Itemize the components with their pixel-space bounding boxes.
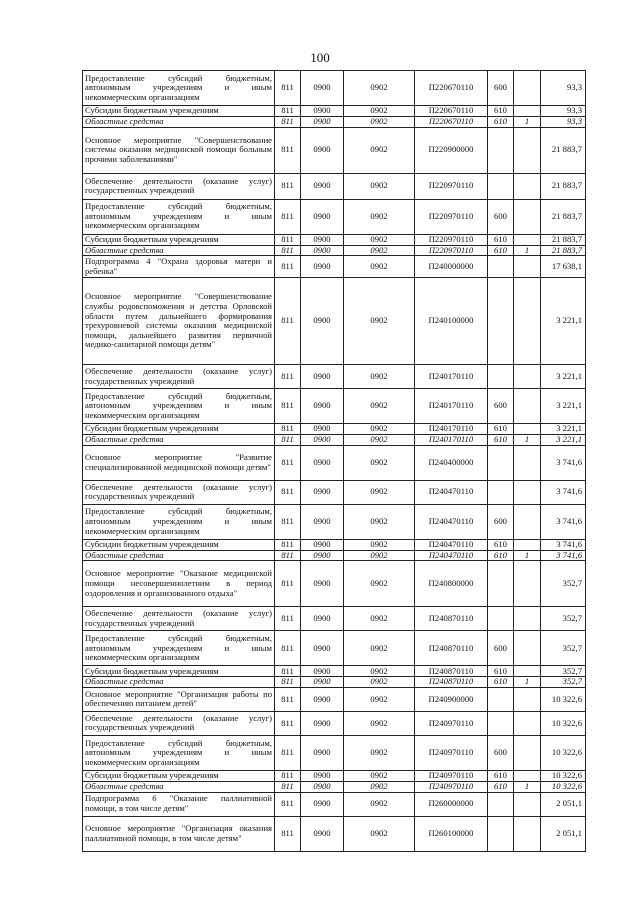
row-description: Основное мероприятие "Развитие специализированной медицинской помощи детям" (83, 445, 275, 480)
subsection-code: 0902 (344, 607, 415, 631)
section-code: 0900 (301, 792, 344, 816)
section-code: 0900 (301, 365, 344, 389)
row-description: Обеспечение деятельности (оказание услуг) государственных учреждений (83, 365, 275, 389)
target-article-code: П240970110 (415, 781, 488, 792)
funding-source-code (514, 631, 541, 666)
row-description: Предоставление субсидий бюджетным, автономным учреждениям и иным некоммерческим организациям (83, 389, 275, 424)
amount-value: 3 741,6 (541, 539, 586, 550)
section-code: 0900 (301, 539, 344, 550)
row-description: Областные средства (83, 677, 275, 688)
target-article-code: П240870110 (415, 607, 488, 631)
ministry-code: 811 (275, 389, 301, 424)
target-article-code: П240470110 (415, 539, 488, 550)
row-description: Подпрограмма 6 "Оказание паллиативной помощи, в том числе детям" (83, 792, 275, 816)
ministry-code: 811 (275, 550, 301, 561)
row-description: Подпрограмма 4 "Охрана здоровья матери и ребенка" (83, 256, 275, 278)
section-code: 0900 (301, 256, 344, 278)
amount-value: 21 883,7 (541, 234, 586, 245)
row-description: Субсидии бюджетным учреждениям (83, 424, 275, 435)
row-description: Обеспечение деятельности (оказание услуг) государственных учреждений (83, 480, 275, 504)
funding-source-code: 1 (514, 117, 541, 128)
funding-source-code: 1 (514, 677, 541, 688)
amount-value: 3 741,6 (541, 550, 586, 561)
expense-type-code (488, 561, 514, 607)
amount-value: 3 221,1 (541, 389, 586, 424)
table-row (83, 71, 586, 106)
expense-type-code (488, 173, 514, 199)
funding-source-code (514, 278, 541, 365)
subsection-code: 0902 (344, 677, 415, 688)
amount-value: 352,7 (541, 666, 586, 677)
section-code: 0900 (301, 631, 344, 666)
target-article-code: П240470110 (415, 480, 488, 504)
subsection-code: 0902 (344, 199, 415, 234)
ministry-code: 811 (275, 365, 301, 389)
target-article-code: П220670110 (415, 117, 488, 128)
subsection-code: 0902 (344, 666, 415, 677)
expense-type-code: 600 (488, 735, 514, 770)
row-description: Областные средства (83, 550, 275, 561)
target-article-code: П240470110 (415, 504, 488, 539)
ministry-code: 811 (275, 245, 301, 256)
expense-type-code (488, 127, 514, 173)
funding-source-code (514, 256, 541, 278)
funding-source-code (514, 389, 541, 424)
expense-type-code: 610 (488, 550, 514, 561)
section-code: 0900 (301, 550, 344, 561)
amount-value: 10 322,6 (541, 711, 586, 735)
row-description: Субсидии бюджетным учреждениям (83, 666, 275, 677)
row-description: Основное мероприятие "Совершенствование службы родовспоможения и детства Орловской области путем дальнейшего формирования трехуровневой системы оказания медицинской помощи, дальнейшего развития первичной медико-санитарной помощи детям" (83, 278, 275, 365)
target-article-code: П240870110 (415, 631, 488, 666)
funding-source-code (514, 687, 541, 711)
expense-type-code (488, 607, 514, 631)
amount-value: 2 051,1 (541, 816, 586, 851)
amount-value: 3 221,1 (541, 424, 586, 435)
expense-type-code: 600 (488, 389, 514, 424)
funding-source-code: 1 (514, 550, 541, 561)
table-row (83, 631, 586, 666)
funding-source-code (514, 666, 541, 677)
funding-source-code (514, 607, 541, 631)
amount-value: 3 741,6 (541, 504, 586, 539)
subsection-code: 0902 (344, 424, 415, 435)
section-code: 0900 (301, 607, 344, 631)
amount-value: 21 883,7 (541, 199, 586, 234)
ministry-code: 811 (275, 539, 301, 550)
target-article-code: П240170110 (415, 435, 488, 446)
section-code: 0900 (301, 735, 344, 770)
section-code: 0900 (301, 816, 344, 851)
ministry-code: 811 (275, 781, 301, 792)
row-description: Предоставление субсидий бюджетным, автономным учреждениям и иным некоммерческим организациям (83, 504, 275, 539)
amount-value: 10 322,6 (541, 770, 586, 781)
table-row (83, 504, 586, 539)
subsection-code: 0902 (344, 539, 415, 550)
funding-source-code (514, 504, 541, 539)
target-article-code: П260000000 (415, 792, 488, 816)
table-row (83, 561, 586, 607)
expense-type-code (488, 687, 514, 711)
amount-value: 93,3 (541, 106, 586, 117)
table-row (83, 127, 586, 173)
table-row (83, 711, 586, 735)
subsection-code: 0902 (344, 445, 415, 480)
target-article-code: П240000000 (415, 256, 488, 278)
ministry-code: 811 (275, 480, 301, 504)
section-code: 0900 (301, 770, 344, 781)
ministry-code: 811 (275, 278, 301, 365)
section-code: 0900 (301, 480, 344, 504)
funding-source-code (514, 199, 541, 234)
funding-source-code (514, 792, 541, 816)
row-description: Областные средства (83, 781, 275, 792)
expense-type-code (488, 256, 514, 278)
section-code: 0900 (301, 781, 344, 792)
row-description: Субсидии бюджетным учреждениям (83, 539, 275, 550)
amount-value: 352,7 (541, 607, 586, 631)
amount-value: 21 883,7 (541, 245, 586, 256)
ministry-code: 811 (275, 445, 301, 480)
table-row (83, 480, 586, 504)
expense-type-code: 610 (488, 666, 514, 677)
target-article-code: П240470110 (415, 550, 488, 561)
target-article-code: П220970110 (415, 199, 488, 234)
subsection-code: 0902 (344, 234, 415, 245)
expense-type-code: 610 (488, 770, 514, 781)
table-row (83, 199, 586, 234)
row-description: Основное мероприятие "Организация работы по обеспечению питанием детей" (83, 687, 275, 711)
amount-value: 352,7 (541, 677, 586, 688)
target-article-code: П240970110 (415, 735, 488, 770)
ministry-code: 811 (275, 173, 301, 199)
table-row (83, 445, 586, 480)
funding-source-code: 1 (514, 781, 541, 792)
target-article-code: П220670110 (415, 106, 488, 117)
target-article-code: П240970110 (415, 770, 488, 781)
ministry-code: 811 (275, 199, 301, 234)
expense-type-code (488, 365, 514, 389)
amount-value: 17 638,1 (541, 256, 586, 278)
row-description: Обеспечение деятельности (оказание услуг) государственных учреждений (83, 711, 275, 735)
subsection-code: 0902 (344, 687, 415, 711)
ministry-code: 811 (275, 561, 301, 607)
target-article-code: П240900000 (415, 687, 488, 711)
section-code: 0900 (301, 278, 344, 365)
section-code: 0900 (301, 445, 344, 480)
expense-type-code: 610 (488, 677, 514, 688)
ministry-code: 811 (275, 256, 301, 278)
amount-value: 3 741,6 (541, 445, 586, 480)
amount-value: 10 322,6 (541, 781, 586, 792)
row-description: Субсидии бюджетным учреждениям (83, 770, 275, 781)
subsection-code: 0902 (344, 504, 415, 539)
amount-value: 352,7 (541, 561, 586, 607)
target-article-code: П240100000 (415, 278, 488, 365)
target-article-code: П240170110 (415, 389, 488, 424)
funding-source-code (514, 770, 541, 781)
section-code: 0900 (301, 677, 344, 688)
table-row (83, 106, 586, 117)
expense-type-code (488, 445, 514, 480)
section-code: 0900 (301, 424, 344, 435)
amount-value: 93,3 (541, 117, 586, 128)
funding-source-code: 1 (514, 245, 541, 256)
ministry-code: 811 (275, 666, 301, 677)
funding-source-code (514, 71, 541, 106)
expense-type-code: 610 (488, 539, 514, 550)
target-article-code: П220900000 (415, 127, 488, 173)
ministry-code: 811 (275, 127, 301, 173)
subsection-code: 0902 (344, 389, 415, 424)
ministry-code: 811 (275, 816, 301, 851)
row-description: Обеспечение деятельности (оказание услуг) государственных учреждений (83, 173, 275, 199)
amount-value: 3 221,1 (541, 365, 586, 389)
row-description: Предоставление субсидий бюджетным, автономным учреждениям и иным некоммерческим организациям (83, 735, 275, 770)
section-code: 0900 (301, 687, 344, 711)
row-description: Основное мероприятие "Организация оказания паллиативной помощи, в том числе детям" (83, 816, 275, 851)
subsection-code: 0902 (344, 792, 415, 816)
funding-source-code (514, 445, 541, 480)
ministry-code: 811 (275, 711, 301, 735)
funding-source-code (514, 480, 541, 504)
section-code: 0900 (301, 106, 344, 117)
section-code: 0900 (301, 71, 344, 106)
subsection-code: 0902 (344, 256, 415, 278)
row-description: Предоставление субсидий бюджетным, автономным учреждениям и иным некоммерческим организациям (83, 71, 275, 106)
funding-source-code (514, 735, 541, 770)
table-row (83, 666, 586, 677)
amount-value: 3 221,1 (541, 278, 586, 365)
row-description: Субсидии бюджетным учреждениям (83, 106, 275, 117)
table-row (83, 435, 586, 446)
subsection-code: 0902 (344, 631, 415, 666)
section-code: 0900 (301, 504, 344, 539)
ministry-code: 811 (275, 71, 301, 106)
ministry-code: 811 (275, 735, 301, 770)
section-code: 0900 (301, 245, 344, 256)
expense-type-code: 600 (488, 71, 514, 106)
budget-table (82, 70, 586, 852)
table-row (83, 256, 586, 278)
subsection-code: 0902 (344, 365, 415, 389)
ministry-code: 811 (275, 504, 301, 539)
expense-type-code: 610 (488, 106, 514, 117)
row-description: Основное мероприятие "Оказание медицинской помощи несовершеннолетним в период оздоровления и организованного отдыха" (83, 561, 275, 607)
subsection-code: 0902 (344, 781, 415, 792)
section-code: 0900 (301, 711, 344, 735)
funding-source-code (514, 234, 541, 245)
expense-type-code: 610 (488, 781, 514, 792)
row-description: Предоставление субсидий бюджетным, автономным учреждениям и иным некоммерческим организациям (83, 631, 275, 666)
subsection-code: 0902 (344, 711, 415, 735)
expense-type-code (488, 278, 514, 365)
expense-type-code (488, 711, 514, 735)
table-row (83, 424, 586, 435)
table-row (83, 389, 586, 424)
ministry-code: 811 (275, 424, 301, 435)
funding-source-code (514, 365, 541, 389)
funding-source-code (514, 424, 541, 435)
funding-source-code (514, 106, 541, 117)
ministry-code: 811 (275, 631, 301, 666)
ministry-code: 811 (275, 106, 301, 117)
target-article-code: П240800000 (415, 561, 488, 607)
funding-source-code (514, 127, 541, 173)
amount-value: 352,7 (541, 631, 586, 666)
target-article-code: П220970110 (415, 234, 488, 245)
target-article-code: П240400000 (415, 445, 488, 480)
table-row (83, 781, 586, 792)
row-description: Основное мероприятие "Совершенствование системы оказания медицинской помощи больным прочими заболеваниями" (83, 127, 275, 173)
row-description: Областные средства (83, 435, 275, 446)
amount-value: 21 883,7 (541, 173, 586, 199)
subsection-code: 0902 (344, 435, 415, 446)
table-row (83, 539, 586, 550)
subsection-code: 0902 (344, 550, 415, 561)
ministry-code: 811 (275, 607, 301, 631)
ministry-code: 811 (275, 117, 301, 128)
amount-value: 10 322,6 (541, 687, 586, 711)
target-article-code: П240870110 (415, 677, 488, 688)
section-code: 0900 (301, 234, 344, 245)
expense-type-code: 610 (488, 234, 514, 245)
target-article-code: П240170110 (415, 424, 488, 435)
subsection-code: 0902 (344, 561, 415, 607)
ministry-code: 811 (275, 435, 301, 446)
table-row (83, 365, 586, 389)
funding-source-code: 1 (514, 435, 541, 446)
expense-type-code: 610 (488, 435, 514, 446)
page-number: 100 (310, 50, 330, 65)
target-article-code: П240870110 (415, 666, 488, 677)
amount-value: 3 221,1 (541, 435, 586, 446)
ministry-code: 811 (275, 677, 301, 688)
funding-source-code (514, 173, 541, 199)
table-row (83, 607, 586, 631)
subsection-code: 0902 (344, 173, 415, 199)
subsection-code: 0902 (344, 480, 415, 504)
table-row (83, 792, 586, 816)
target-article-code: П260100000 (415, 816, 488, 851)
expense-type-code: 600 (488, 199, 514, 234)
expense-type-code: 610 (488, 245, 514, 256)
amount-value: 93,3 (541, 71, 586, 106)
target-article-code: П220670110 (415, 71, 488, 106)
subsection-code: 0902 (344, 816, 415, 851)
section-code: 0900 (301, 199, 344, 234)
table-row (83, 234, 586, 245)
target-article-code: П240170110 (415, 365, 488, 389)
subsection-code: 0902 (344, 127, 415, 173)
subsection-code: 0902 (344, 117, 415, 128)
subsection-code: 0902 (344, 735, 415, 770)
table-row (83, 245, 586, 256)
table-row (83, 550, 586, 561)
amount-value: 3 741,6 (541, 480, 586, 504)
ministry-code: 811 (275, 792, 301, 816)
table-row (83, 173, 586, 199)
section-code: 0900 (301, 173, 344, 199)
section-code: 0900 (301, 435, 344, 446)
section-code: 0900 (301, 127, 344, 173)
table-row (83, 735, 586, 770)
section-code: 0900 (301, 561, 344, 607)
table-row (83, 687, 586, 711)
expense-type-code: 600 (488, 631, 514, 666)
expense-type-code: 610 (488, 424, 514, 435)
row-description: Областные средства (83, 117, 275, 128)
table-row (83, 770, 586, 781)
expense-type-code (488, 792, 514, 816)
subsection-code: 0902 (344, 245, 415, 256)
funding-source-code (514, 561, 541, 607)
row-description: Обеспечение деятельности (оказание услуг) государственных учреждений (83, 607, 275, 631)
expense-type-code: 600 (488, 504, 514, 539)
ministry-code: 811 (275, 770, 301, 781)
budget-table-body (83, 71, 586, 852)
target-article-code: П220970110 (415, 245, 488, 256)
row-description: Субсидии бюджетным учреждениям (83, 234, 275, 245)
table-row (83, 278, 586, 365)
expense-type-code (488, 480, 514, 504)
table-row (83, 677, 586, 688)
table-row (83, 117, 586, 128)
subsection-code: 0902 (344, 770, 415, 781)
row-description: Областные средства (83, 245, 275, 256)
subsection-code: 0902 (344, 106, 415, 117)
funding-source-code (514, 539, 541, 550)
expense-type-code: 610 (488, 117, 514, 128)
section-code: 0900 (301, 117, 344, 128)
ministry-code: 811 (275, 234, 301, 245)
section-code: 0900 (301, 389, 344, 424)
amount-value: 2 051,1 (541, 792, 586, 816)
target-article-code: П220970110 (415, 173, 488, 199)
row-description: Предоставление субсидий бюджетным, автономным учреждениям и иным некоммерческим организациям (83, 199, 275, 234)
ministry-code: 811 (275, 687, 301, 711)
amount-value: 10 322,6 (541, 735, 586, 770)
subsection-code: 0902 (344, 278, 415, 365)
section-code: 0900 (301, 666, 344, 677)
table-row (83, 816, 586, 851)
target-article-code: П240970110 (415, 711, 488, 735)
subsection-code: 0902 (344, 71, 415, 106)
funding-source-code (514, 816, 541, 851)
expense-type-code (488, 816, 514, 851)
funding-source-code (514, 711, 541, 735)
amount-value: 21 883,7 (541, 127, 586, 173)
